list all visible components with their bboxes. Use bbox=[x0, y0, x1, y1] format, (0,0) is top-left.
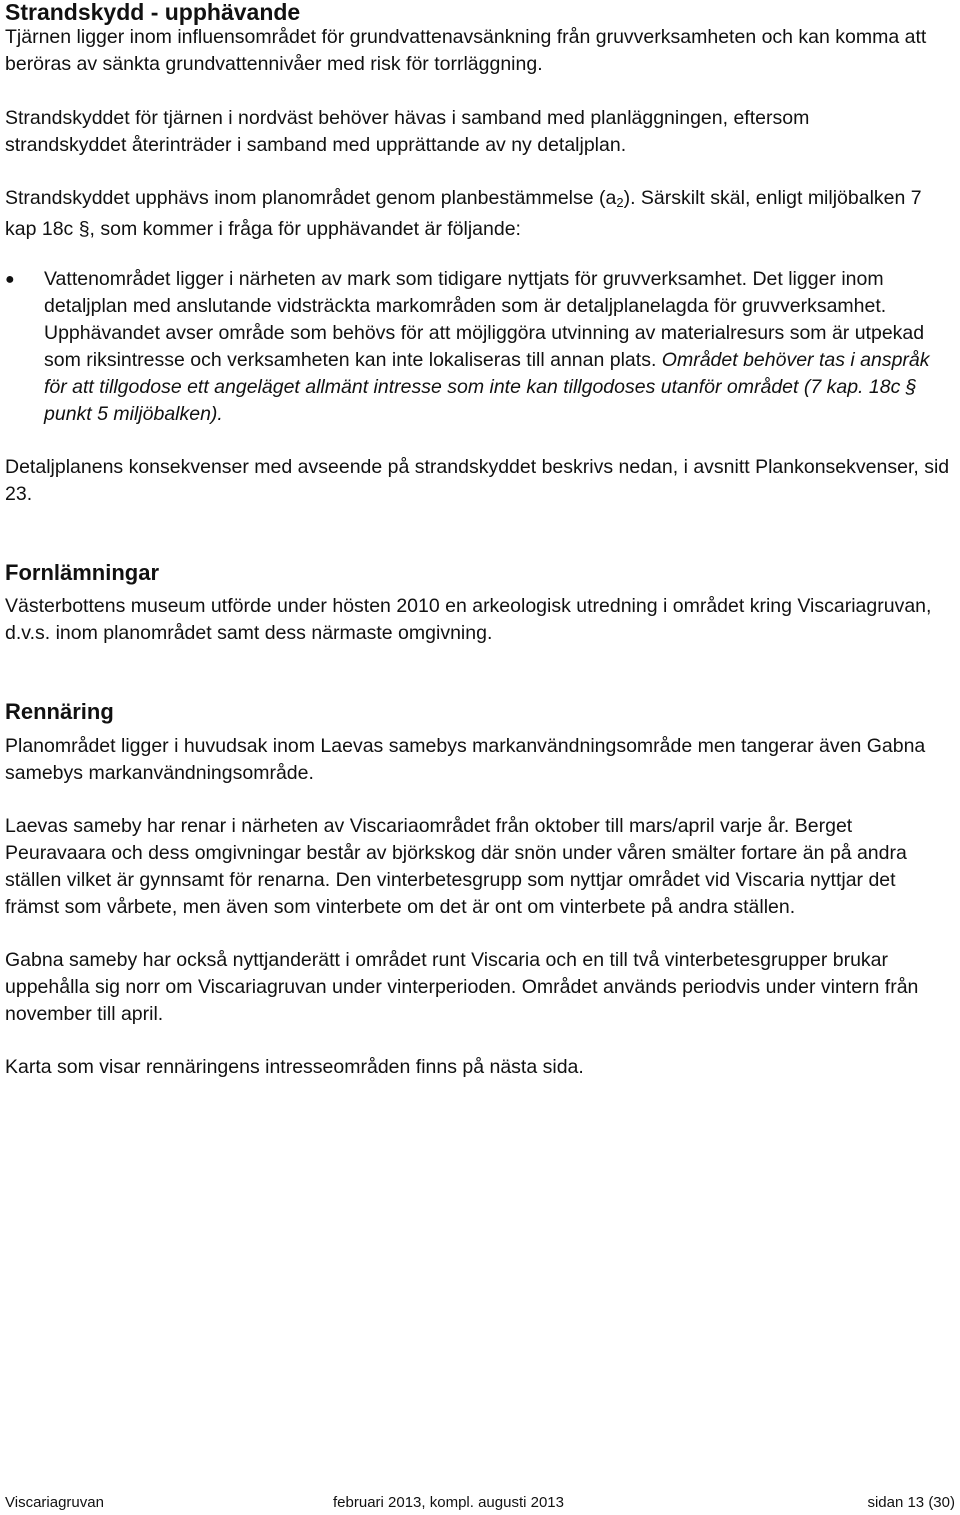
footer-page-number: sidan 13 (30) bbox=[867, 1494, 955, 1511]
subscript: 2 bbox=[616, 195, 624, 210]
text-fragment: Strandskyddet upphävs inom planområdet genom planbestämmelse (a bbox=[5, 187, 617, 209]
paragraph bbox=[5, 185, 955, 243]
paragraph: Detaljplanens konsekvenser med avseende på strandskyddet beskrivs nedan, i avsnitt Plankonsekvenser, sid 23. bbox=[5, 456, 950, 505]
page-footer bbox=[5, 1494, 955, 1512]
text-fragment: Vattenområdet ligger i närheten av mark som tidigare nyttjats för gruvverksamhet. Det ligger inom detaljplan med anslutande vidsträckta markområden som är detaljplanelagda för gruvverksamhet. Upphävandet avser område som behövs för att möjliggöra utvinning av materialresurs som är utpekad som riksintresse och verksamheten kan inte lokaliseras till annan plats. bbox=[44, 268, 925, 371]
list-item bbox=[5, 266, 955, 428]
paragraph: Laevas sameby har renar i närheten av Viscariaområdet från oktober till mars/april varje år. Berget Peuravaara och dess omgivningar består av björkskog där snön under våren smälter fortare än på andra ställen vilket är gynnsamt för renarna. Den vinterbetesgrupp som nyttjar området vid Viscaria nyttjar det främst som vårbete, men även som vinterbete om det är ont om vinterbete på andra ställen. bbox=[5, 815, 907, 918]
text-fragment: ). Särskilt skäl, enligt miljöbalken 7 kap 18c §, som kommer i fråga för upphävandet är följande: bbox=[5, 187, 922, 240]
bullet-list bbox=[5, 266, 955, 428]
paragraph: Gabna sameby har också nyttjanderätt i området runt Viscaria och en till två vinterbetesgrupper brukar uppehålla sig norr om Viscariagruvan under vinterperioden. Området används periodvis under vintern från november till april. bbox=[5, 949, 919, 1025]
paragraph: Strandskyddet för tjärnen i nordväst behöver hävas i samband med planläggningen, eftersom strandskyddet återinträder i samband med upprättande av ny detaljplan. bbox=[5, 107, 810, 156]
section-heading-strandskydd: Strandskydd - upphävande bbox=[5, 0, 301, 25]
document-page bbox=[5, 0, 955, 1081]
paragraph: Planområdet ligger i huvudsak inom Laevas samebys markanvändningsområde men tangerar även Gabna samebys markanvändningsområde. bbox=[5, 735, 926, 784]
section-heading-fornlamningar: Fornlämningar bbox=[5, 560, 160, 585]
section-heading-rennaring: Rennäring bbox=[5, 699, 114, 724]
paragraph: Karta som visar rennäringens intresseområden finns på nästa sida. bbox=[5, 1056, 584, 1078]
bullet-icon: ● bbox=[5, 271, 15, 288]
footer-document-name: Viscariagruvan bbox=[5, 1494, 104, 1511]
footer-date: februari 2013, kompl. augusti 2013 bbox=[333, 1494, 564, 1511]
text-fragment-italic: Området behöver tas i anspråk för att tillgodose ett angeläget allmänt intresse som inte kan tillgodoses utanför området (7 kap. 18c § punkt 5 miljöbalken). bbox=[44, 349, 930, 425]
paragraph: Västerbottens museum utförde under hösten 2010 en arkeologisk utredning i området kring Viscariagruvan, d.v.s. inom planområdet samt dess närmaste omgivning. bbox=[5, 595, 932, 644]
paragraph: Tjärnen ligger inom influensområdet för grundvattenavsänkning från gruvverksamheten och kan komma att beröras av sänkta grundvattennivåer med risk för torrläggning. bbox=[5, 26, 927, 75]
